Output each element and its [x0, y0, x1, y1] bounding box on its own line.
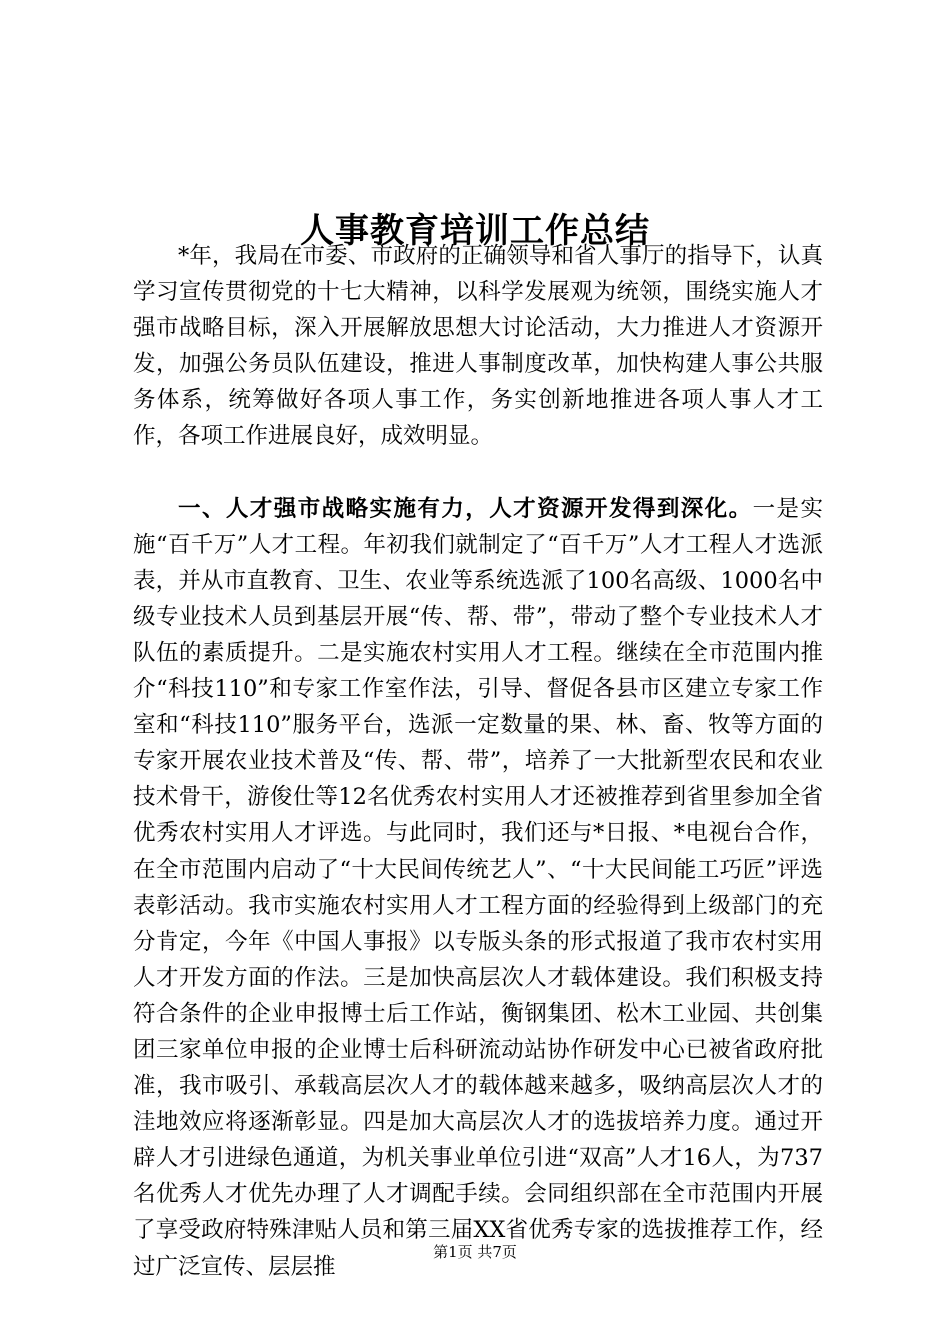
page-number-footer: 第1页 共7页 [433, 1243, 517, 1261]
document-title: 人事教育培训工作总结 [300, 210, 650, 251]
document-body [133, 238, 823, 1285]
paragraph-text: 一是实施“百千万”人才工程。年初我们就制定了“百千万”人才工程人才选派表，并从市直教育、卫生、农业等系统选派了100名高级、1000名中级专业技术人员到基层开展“传、帮、带”，带动了整个专业技术人才队伍的素质提升。二是实施农村实用人才工程。继续在全市范围内推介“科技110”和专家工作室作法，引导、督促各县市区建立专家工作室和“科技110”服务平台，选派一定数量的果、林、畜、牧等方面的专家开展农业技术普及“传、帮、带”，培养了一大批新型农民和农业技术骨干，游俊仕等12名优秀农村实用人才还被推荐到省里参加全省优秀农村实用人才评选。与此同时，我们还与*日报、*电视台合作，在全市范围内启动了“十大民间传统艺人”、“十大民间能工巧匠”评选表彰活动。我市实施农村实用人才工程方面的经验得到上级部门的充分肯定，今年《中国人事报》以专版头条的形式报道了我市农村实用人才开发方面的作法。三是加快高层次人才载体建设。我们积极支持符合条件的企业申报博士后工作站，衡钢集团、松木工业园、共创集团三家单位申报的企业博士后科研流动站协作研发中心已被省政府批准，我市吸引、承载高层次人才的载体越来越多，吸纳高层次人才的洼地效应将逐渐彰显。四是加大高层次人才的选拔培养力度。通过开辟人才引进绿色通道，为机关事业单位引进“双高”人才16人，为737名优秀人才优先办理了人才调配手续。会同组织部在全市范围内开展了享受政府特殊津贴人员和第三届XX省优秀专家的选拔推荐工作，经过广泛宣传、层层推 [133, 495, 823, 1280]
paragraph-text: *年，我局在市委、市政府的正确领导和省人事厅的指导下，认真学习宣传贯彻党的十七大精神，以科学发展观为统领，围绕实施人才强市战略目标，深入开展解放思想大讨论活动，大力推进人才资源开发，加强公务员队伍建设，推进人事制度改革，加快构建人事公共服务体系，统筹做好各项人事工作，务实创新地推进各项人事人才工作，各项工作进展良好，成效明显。 [133, 243, 823, 450]
section-heading: 一、人才强市战略实施有力，人才资源开发得到深化。 [178, 495, 753, 522]
paragraph-section-1 [133, 491, 823, 1285]
paragraph-intro [133, 238, 823, 455]
